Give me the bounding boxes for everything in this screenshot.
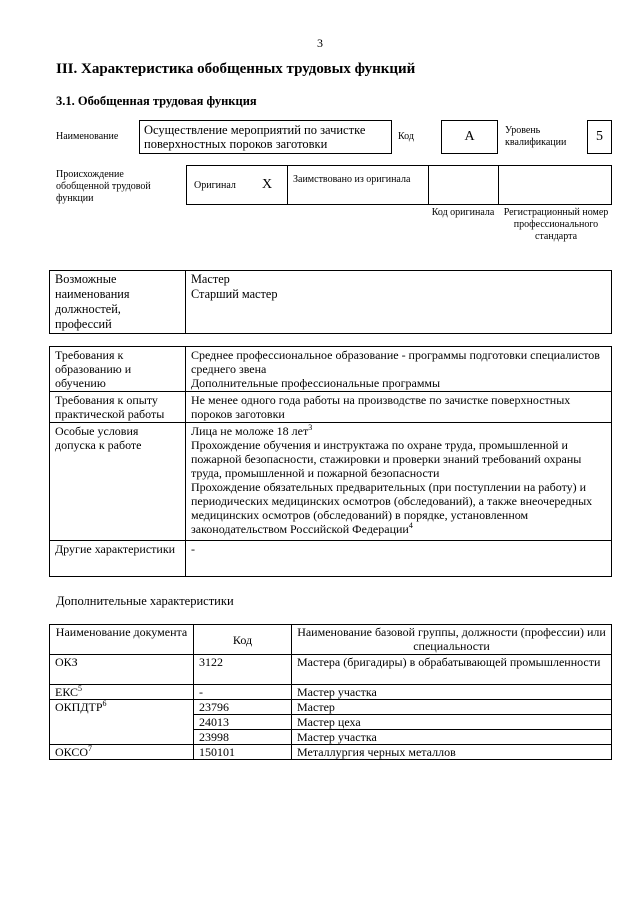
special-conditions-label: Особые условия допуска к работе <box>50 423 186 541</box>
positions-values <box>186 271 612 334</box>
origin-label: Происхождение обобщенной трудовой функции <box>56 169 151 204</box>
row-code: 23796 <box>194 700 292 715</box>
col-header-doc: Наименование документа <box>50 625 194 655</box>
doc-name: ОКПДТР <box>55 700 103 714</box>
reg-number-caption: Регистрационный номер профессионального стандарта <box>503 207 609 242</box>
row-code: 3122 <box>194 655 292 685</box>
other-value: - <box>191 542 195 556</box>
doc-name: ЕКС <box>55 685 79 699</box>
other-label: Другие характеристики <box>50 541 186 577</box>
requirements-table <box>49 346 612 577</box>
special-condition-line: Лица не моложе 18 лет$^3$ <box>191 423 313 438</box>
origin-divider-2 <box>428 165 429 205</box>
special-condition-line: Прохождение обучения и инструктажа по охране труда, промышленной и пожарной безопасности, стажировки и проверки знаний требований охраны труда, промышленной и пожарной безопасности <box>191 438 582 480</box>
additional-title: Дополнительные характеристики <box>56 594 234 608</box>
name-label: Наименование <box>56 131 119 142</box>
row-name: Мастера (бригадиры) в обрабатывающей промышленности <box>292 655 612 685</box>
position-item: Мастер <box>191 272 230 286</box>
education-line: Дополнительные профессиональные программы <box>191 376 441 390</box>
section-title: III. Характеристика обобщенных трудовых функций <box>56 61 416 77</box>
footnote-marker: 4 <box>408 521 413 530</box>
positions-label: Возможные наименования должностей, профессий <box>50 271 186 334</box>
footnote-marker: 3 <box>308 423 313 432</box>
row-name: Мастер <box>292 700 612 715</box>
row-code: 150101 <box>194 745 292 760</box>
special-condition-line: Прохождение обязательных предварительных (при поступлении на работу) и периодических медицинских осмотров (обследований), а также внеочередных медицинских осмотров (обследований) в порядке, установленном законодательством Российской Федерации$^4$ <box>191 480 593 536</box>
doc-name: ОКЗ <box>55 655 78 669</box>
table-row <box>50 685 612 700</box>
code-original-caption: Код оригинала <box>431 207 495 218</box>
row-code: - <box>194 685 292 700</box>
code-value-box <box>441 120 498 154</box>
level-value: 5 <box>596 129 603 144</box>
row-code: 24013 <box>194 715 292 730</box>
code-label: Код <box>398 131 414 142</box>
function-name: Осуществление мероприятий по зачистке поверхностных пороков заготовки <box>144 123 366 151</box>
code-value: А <box>464 129 475 144</box>
experience-label: Требования к опыту практической работы <box>50 392 186 423</box>
additional-header-row <box>50 625 612 655</box>
table-row <box>50 700 612 715</box>
row-code: 23998 <box>194 730 292 745</box>
requirements-row-education <box>50 347 612 392</box>
row-name: Металлургия черных металлов <box>292 745 612 760</box>
position-item: Старший мастер <box>191 287 278 301</box>
experience-line: Не менее одного года работы на производстве по зачистке поверхностных пороков заготовки <box>191 393 571 421</box>
origin-divider-3 <box>498 165 499 205</box>
original-mark: X <box>262 177 273 192</box>
additional-table <box>49 624 612 760</box>
subsection-title: 3.1. Обобщенная трудовая функция <box>56 94 257 108</box>
borrowed-label: Заимствовано из оригинала <box>293 174 411 185</box>
row-name: Мастер участка <box>292 685 612 700</box>
level-value-box <box>587 120 612 154</box>
page-number: 3 <box>317 36 323 50</box>
footnote-marker: 6 <box>102 699 107 708</box>
col-header-name: Наименование базовой группы, должности (профессии) или специальности <box>292 625 612 655</box>
level-label: Уровень квалификации <box>505 125 567 148</box>
col-header-code: Код <box>194 625 292 655</box>
positions-row <box>50 271 612 334</box>
table-row <box>50 655 612 685</box>
positions-table <box>49 270 612 334</box>
table-row <box>50 745 612 760</box>
row-name: Мастер участка <box>292 730 612 745</box>
function-name-box <box>139 120 392 154</box>
education-line: Среднее профессиональное образование - программы подготовки специалистов среднего звена <box>191 348 600 376</box>
requirements-row-experience <box>50 392 612 423</box>
requirements-row-other <box>50 541 612 577</box>
row-name: Мастер цеха <box>292 715 612 730</box>
footnote-marker: 7 <box>88 744 93 753</box>
footnote-marker: 5 <box>78 684 83 693</box>
original-label: Оригинал <box>194 180 236 191</box>
education-label: Требования к образованию и обучению <box>50 347 186 392</box>
origin-divider-1 <box>287 165 288 205</box>
requirements-row-special-conditions <box>50 423 612 541</box>
doc-name: ОКСО <box>55 745 89 759</box>
